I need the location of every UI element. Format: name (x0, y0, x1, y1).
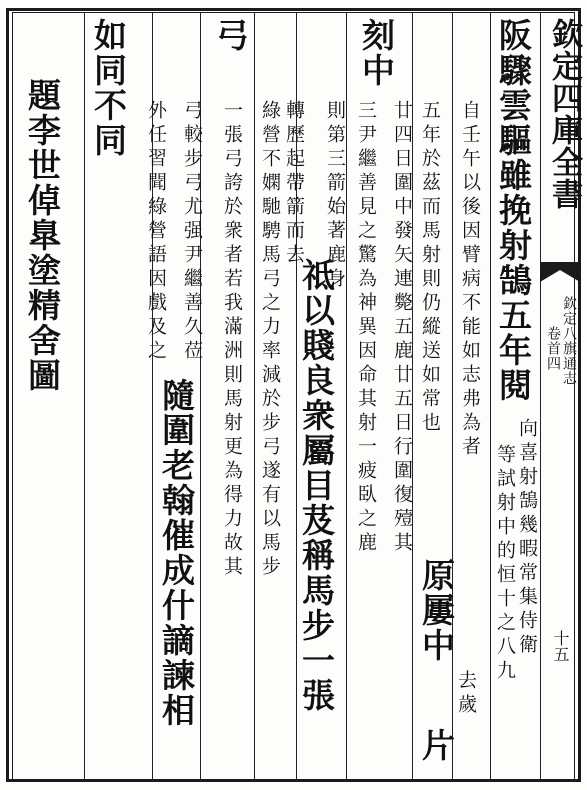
column-rule (254, 12, 255, 780)
main-text-column: 刻中 (357, 18, 396, 88)
column-rule (452, 12, 453, 780)
column-rule (490, 12, 491, 780)
main-text-column: 弓 (211, 18, 250, 53)
main-text-column: 祗以賤良衆屬目芨稱馬步一張 (297, 258, 336, 713)
main-text-column: 如同不同 (89, 18, 128, 158)
main-text-column: 原屢中 (417, 558, 456, 663)
annotation-column: 弓較步弓尤强尹繼善久莅 (181, 100, 203, 364)
annotation-column: 五年於茲而馬射則仍縱送如常也 (419, 100, 441, 436)
annotation-column: 綠營不嫻馳騁馬弓之力率減於步弓遂有以馬步 (259, 100, 281, 580)
annotation-column: 轉歷起帶箭而去 (283, 100, 305, 268)
annotation-column: 則第三箭始著鹿身 (324, 100, 346, 292)
main-text-column: 隨圍老翰催成什謫諫相 (157, 378, 196, 728)
main-text-column: 阪驟雲驅雖挽射鵠五年閱 (494, 18, 533, 403)
annotation-column: 向喜射鵠幾暇常集侍衛 (516, 418, 538, 658)
column-rule (346, 12, 347, 780)
column-rule (84, 12, 85, 780)
volume-number: 卷首四 (545, 326, 561, 371)
fish-tail-mark-icon (540, 262, 580, 282)
annotation-column: 等試射中的恒十之八九 (494, 444, 516, 684)
page-number: 十五 (551, 630, 570, 662)
annotation-column: 自壬午以後因臂病不能如志弗為者 (459, 100, 481, 460)
annotation-column: 一張弓誇於衆者若我滿洲則馬射更為得力故其 (221, 100, 243, 580)
annotation-column: 三尹繼善見之驚為神異因命其射一疲臥之鹿 (355, 100, 377, 556)
annotation-column: 外任習聞綠營語因戲及之 (145, 100, 167, 364)
annotation-column: 去歲 (455, 670, 477, 718)
book-title: 欽定四庫全書 (546, 18, 582, 210)
annotation-column: 廿四日圍中發矢連斃五鹿廿五日行圍復殪其 (391, 100, 413, 556)
volume-title: 欽定八旗通志 (561, 296, 577, 386)
poem-title: 題李世倬臯塗精舍圖 (23, 78, 62, 393)
main-text-column: 片 (417, 728, 456, 763)
column-rule (540, 12, 541, 780)
